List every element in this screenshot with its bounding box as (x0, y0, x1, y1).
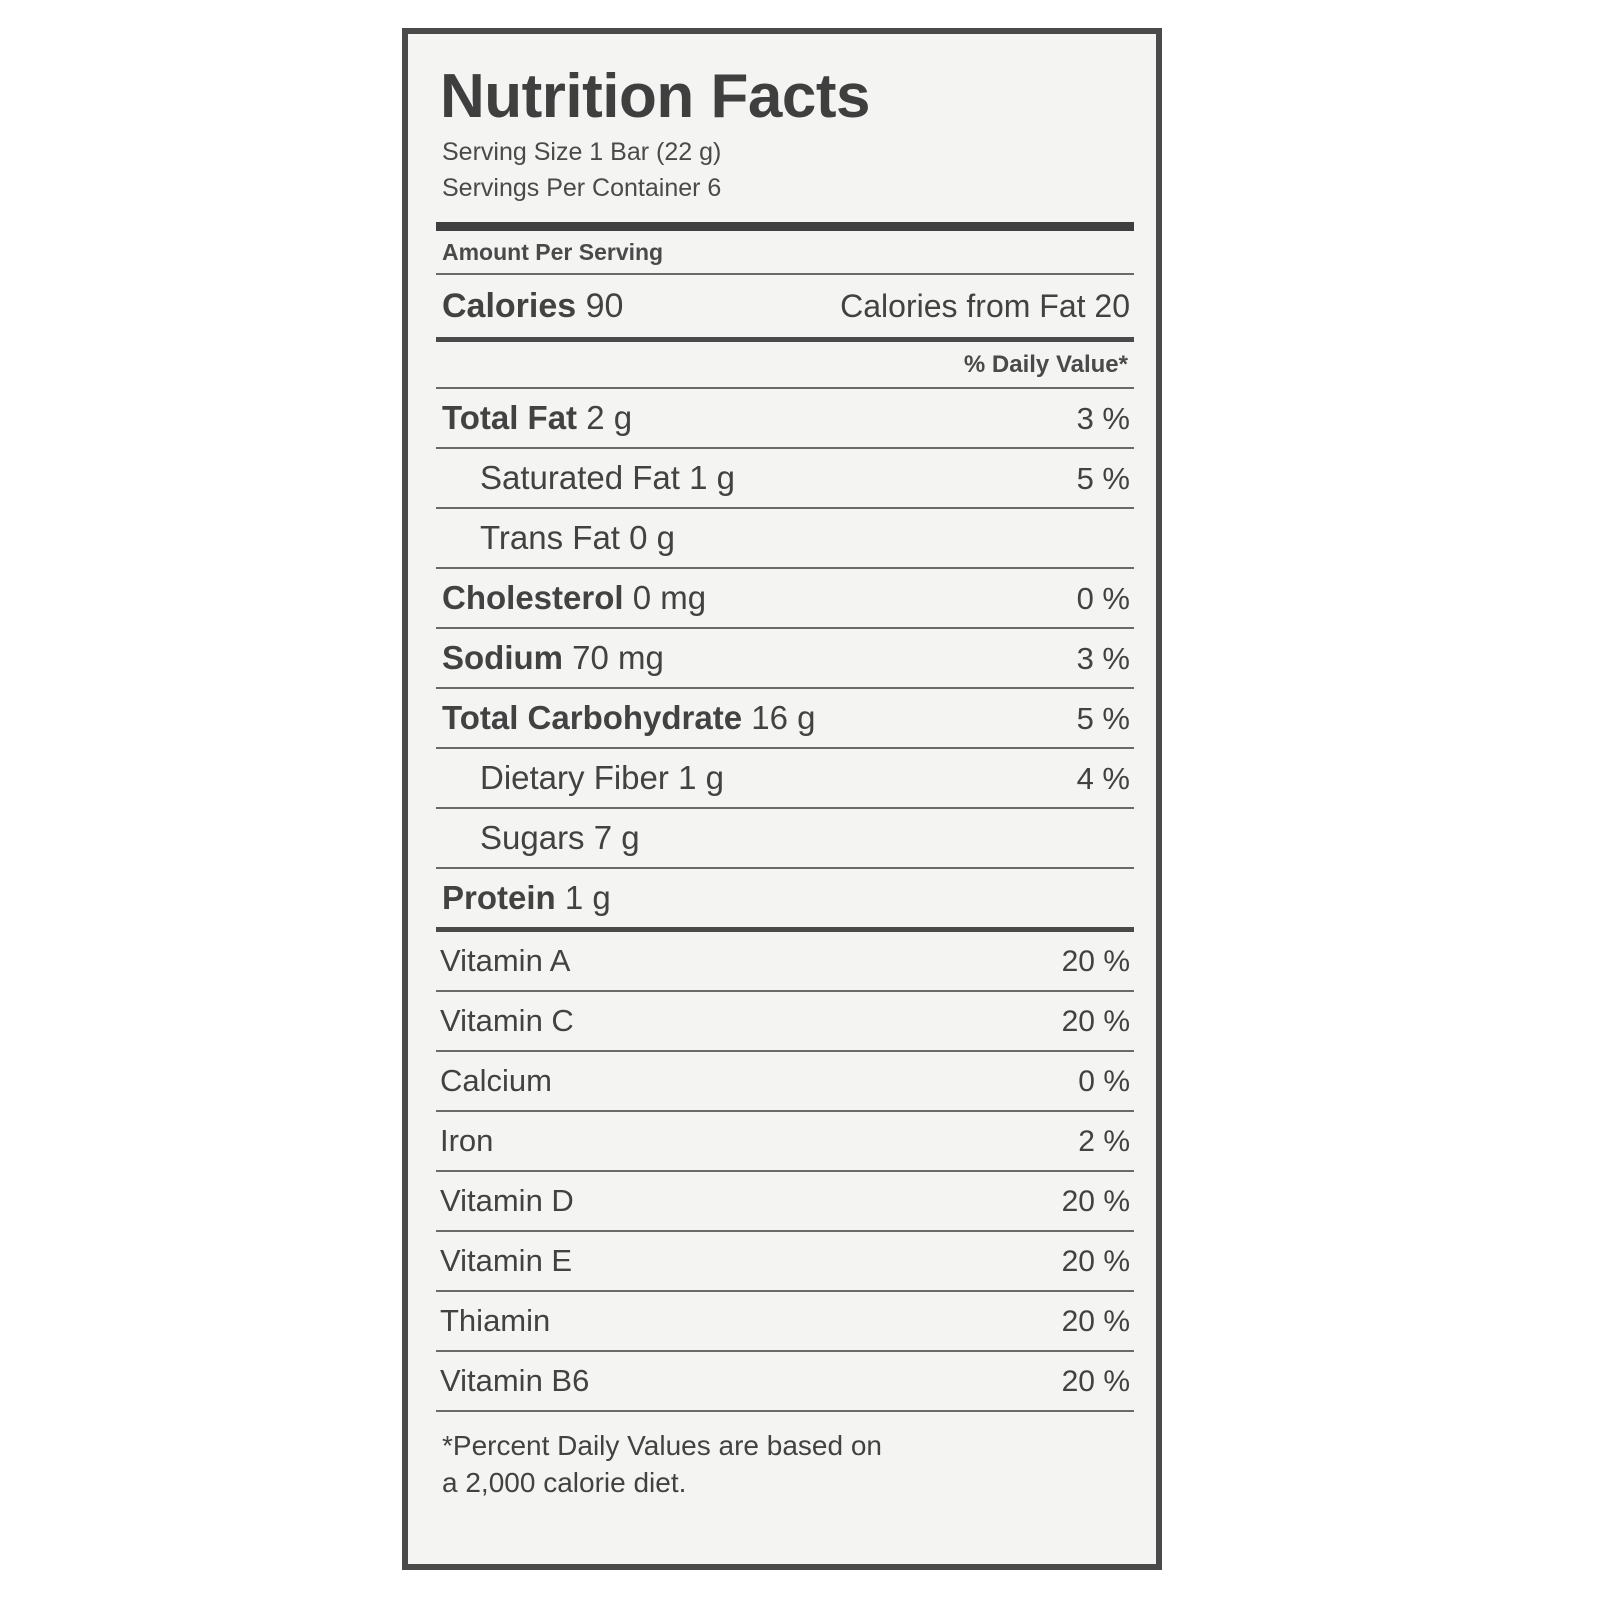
vitamin-name: Iron (440, 1123, 494, 1159)
nutrient-name-amount (480, 459, 735, 497)
nutrient-row (436, 569, 1134, 627)
footnote-line-2: a 2,000 calorie diet. (442, 1467, 687, 1499)
page-title: Nutrition Facts (440, 62, 870, 131)
nutrient-amount: 1 g (678, 759, 724, 797)
nutrient-amount: 1 g (564, 879, 611, 917)
vitamin-row (436, 1232, 1134, 1290)
calories-label: Calories (442, 287, 577, 326)
nutrient-name-amount (442, 579, 706, 617)
vitamin-dv: 20 % (1061, 945, 1130, 979)
calories-value: 90 (585, 287, 624, 326)
nutrient-row (436, 449, 1134, 507)
vitamin-name: Calcium (440, 1063, 552, 1099)
daily-value-header: % Daily Value* (963, 351, 1128, 379)
nutrient-name: Saturated Fat (480, 459, 680, 497)
vitamin-name: Vitamin A (440, 943, 571, 979)
vitamin-name: Vitamin D (440, 1183, 574, 1219)
nutrient-name-amount (442, 879, 611, 917)
nutrient-dv: 3 % (1076, 641, 1130, 677)
nutrient-name: Cholesterol (442, 579, 624, 617)
vitamin-dv: 20 % (1061, 1245, 1130, 1279)
nutrient-name-amount (480, 519, 675, 557)
nutrient-dv: 0 % (1076, 581, 1130, 617)
amount-per-serving-label: Amount Per Serving (442, 239, 664, 266)
nutrient-dv: 5 % (1076, 461, 1130, 497)
nutrient-row (436, 629, 1134, 687)
nutrient-dv: 3 % (1076, 401, 1130, 437)
nutrient-row (436, 389, 1134, 447)
vitamin-name: Vitamin E (440, 1243, 573, 1279)
nutrient-amount: 16 g (751, 699, 816, 737)
divider-thick-top (436, 222, 1134, 231)
vitamin-dv: 20 % (1061, 1365, 1130, 1399)
vitamin-name: Vitamin B6 (440, 1363, 590, 1399)
vitamin-dv: 20 % (1061, 1005, 1130, 1039)
vitamin-row (436, 1292, 1134, 1350)
calories-row (436, 275, 1134, 337)
calories-left (442, 287, 623, 326)
nutrient-name: Dietary Fiber (480, 759, 669, 797)
nutrient-row (436, 869, 1134, 927)
nutrient-name: Sugars (480, 819, 585, 857)
vitamin-name: Thiamin (440, 1303, 551, 1339)
nutrient-name: Sodium (442, 639, 563, 677)
vitamin-row (436, 1172, 1134, 1230)
nutrient-name-amount (480, 759, 724, 797)
serving-size-text: Serving Size 1 Bar (22 g) (442, 138, 722, 167)
vitamin-row (436, 992, 1134, 1050)
vitamin-row (436, 932, 1134, 990)
footnote-line-1: *Percent Daily Values are based on (442, 1430, 882, 1462)
nutrient-amount: 0 mg (632, 579, 707, 617)
nutrient-amount: 1 g (689, 459, 735, 497)
vitamin-name: Vitamin C (440, 1003, 574, 1039)
nutrient-amount: 2 g (586, 399, 633, 437)
nutrient-name: Total Fat (442, 399, 578, 437)
servings-per-container-text: Servings Per Container 6 (442, 173, 722, 202)
nutrition-facts-panel (402, 28, 1162, 1570)
nutrient-amount: 70 mg (572, 639, 664, 677)
nutrient-amount: 7 g (593, 819, 640, 857)
nutrient-amount: 0 g (629, 519, 676, 557)
vitamin-row (436, 1352, 1134, 1410)
nutrient-dv: 5 % (1076, 701, 1130, 737)
nutrient-name-amount (442, 639, 664, 677)
nutrient-name: Total Carbohydrate (442, 699, 743, 737)
nutrient-name: Trans Fat (480, 519, 620, 557)
nutrient-name: Protein (442, 879, 556, 917)
nutrient-row (436, 689, 1134, 747)
nutrient-row (436, 509, 1134, 567)
vitamin-dv: 20 % (1061, 1305, 1130, 1339)
nutrient-row (436, 809, 1134, 867)
nutrient-name-amount (442, 399, 632, 437)
nutrient-name-amount (442, 699, 816, 737)
vitamin-dv: 20 % (1061, 1185, 1130, 1219)
nutrient-row (436, 749, 1134, 807)
vitamin-row (436, 1112, 1134, 1170)
footnote (436, 1412, 1134, 1502)
nutrition-facts-content (436, 64, 1134, 1502)
vitamin-row (436, 1052, 1134, 1110)
vitamin-dv: 2 % (1078, 1125, 1130, 1159)
calories-from-fat: Calories from Fat 20 (840, 288, 1130, 325)
nutrient-name-amount (480, 819, 640, 857)
vitamin-dv: 0 % (1078, 1065, 1130, 1099)
nutrient-dv: 4 % (1076, 761, 1130, 797)
